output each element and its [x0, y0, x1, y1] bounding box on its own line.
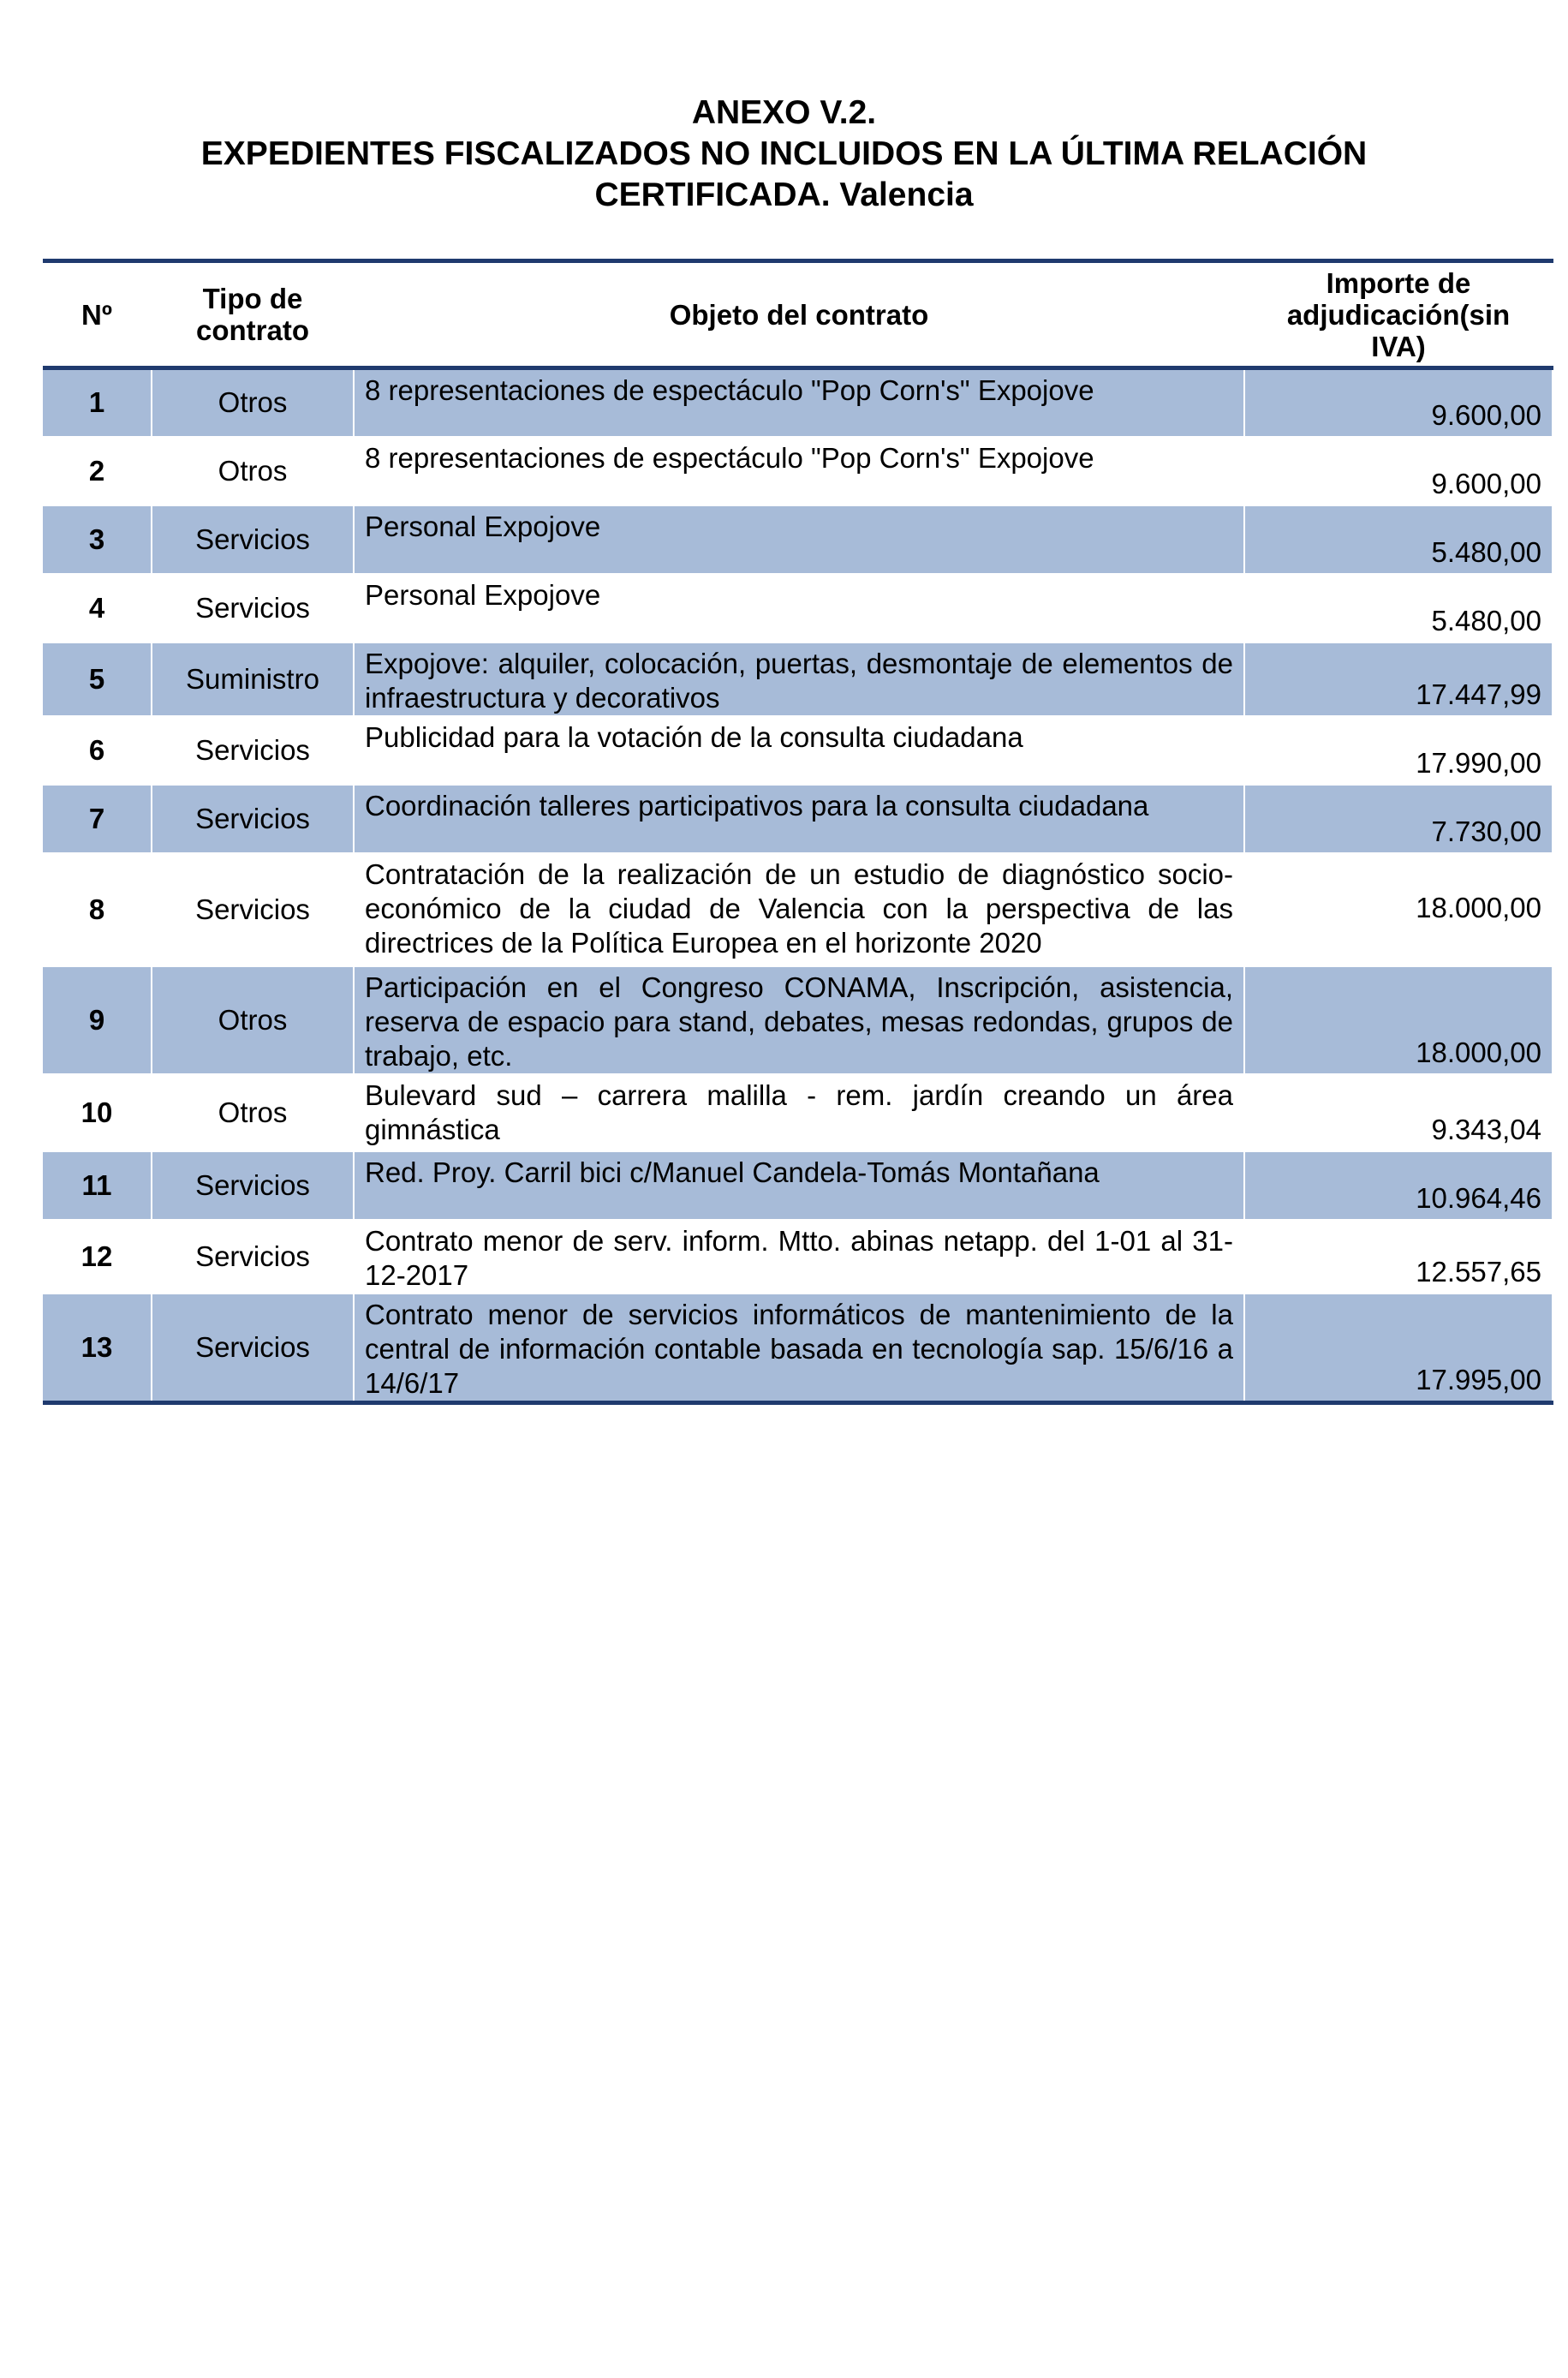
- row-importe: 7.730,00: [1244, 785, 1553, 853]
- row-tipo: Servicios: [152, 505, 354, 574]
- row-tipo: Servicios: [152, 1294, 354, 1403]
- row-objeto: Personal Expojove: [354, 505, 1244, 574]
- row-tipo: Otros: [152, 966, 354, 1074]
- row-tipo: Servicios: [152, 574, 354, 642]
- row-num: 9: [43, 966, 152, 1074]
- row-importe: 9.600,00: [1244, 437, 1553, 505]
- table-row: [43, 853, 1553, 966]
- header-row: [43, 261, 1553, 368]
- row-num: 1: [43, 368, 152, 437]
- row-objeto: Expojove: alquiler, colocación, puertas, desmontaje de elementos de infraestructura y decorativos: [354, 642, 1244, 716]
- title-line-2: EXPEDIENTES FISCALIZADOS NO INCLUIDOS EN LA ÚLTIMA RELACIÓN: [200, 135, 1368, 172]
- title-line-3: CERTIFICADA. Valencia: [594, 176, 974, 213]
- table-row: [43, 1074, 1553, 1151]
- row-num: 6: [43, 716, 152, 785]
- header-num: Nº: [43, 261, 152, 368]
- header-objeto: Objeto del contrato: [354, 261, 1244, 368]
- table-row: [43, 437, 1553, 505]
- table-row: [43, 966, 1553, 1074]
- header-tipo-line-1: Tipo de: [202, 283, 303, 314]
- table-row: [43, 1294, 1553, 1403]
- row-objeto: Contrato menor de servicios informáticos de mantenimiento de la central de información contable basada en tecnología sap. 15/6/16 a 14/6/17: [354, 1294, 1244, 1403]
- table-row: [43, 368, 1553, 437]
- header-tipo: [152, 261, 354, 368]
- table-body: [43, 368, 1553, 1403]
- row-importe: 9.600,00: [1244, 368, 1553, 437]
- row-importe: 9.343,04: [1244, 1074, 1553, 1151]
- header-importe: [1244, 261, 1553, 368]
- row-tipo: Servicios: [152, 716, 354, 785]
- row-objeto: Red. Proy. Carril bici c/Manuel Candela-Tomás Montañana: [354, 1151, 1244, 1220]
- header-importe-line-2: adjudicación(sin: [1286, 298, 1511, 331]
- row-tipo: Servicios: [152, 853, 354, 966]
- row-num: 10: [43, 1074, 152, 1151]
- row-importe: 10.964,46: [1244, 1151, 1553, 1220]
- header-importe-line-1: Importe de: [1326, 266, 1471, 299]
- table-row: [43, 642, 1553, 716]
- row-importe: 5.480,00: [1244, 574, 1553, 642]
- row-objeto: 8 representaciones de espectáculo "Pop Corn's" Expojove: [354, 368, 1244, 437]
- row-tipo: Servicios: [152, 1220, 354, 1294]
- row-num: 12: [43, 1220, 152, 1294]
- row-tipo: Otros: [152, 368, 354, 437]
- row-objeto: Personal Expojove: [354, 574, 1244, 642]
- row-num: 13: [43, 1294, 152, 1403]
- row-objeto: Publicidad para la votación de la consulta ciudadana: [354, 716, 1244, 785]
- table-row: [43, 574, 1553, 642]
- table-row: [43, 505, 1553, 574]
- row-tipo: Servicios: [152, 1151, 354, 1220]
- row-objeto: Participación en el Congreso CONAMA, Inscripción, asistencia, reserva de espacio para stand, debates, mesas redondas, grupos de trabajo, etc.: [354, 966, 1244, 1074]
- header-tipo-line-2: contrato: [196, 314, 309, 346]
- row-num: 3: [43, 505, 152, 574]
- row-importe: 18.000,00: [1244, 966, 1553, 1074]
- row-importe: 17.447,99: [1244, 642, 1553, 716]
- expedientes-table: [43, 259, 1553, 1405]
- row-num: 4: [43, 574, 152, 642]
- row-importe: 12.557,65: [1244, 1220, 1553, 1294]
- row-tipo: Suministro: [152, 642, 354, 716]
- table-row: [43, 785, 1553, 853]
- row-num: 5: [43, 642, 152, 716]
- row-num: 8: [43, 853, 152, 966]
- row-num: 11: [43, 1151, 152, 1220]
- row-tipo: Otros: [152, 1074, 354, 1151]
- row-num: 2: [43, 437, 152, 505]
- header-importe-line-3: IVA): [1371, 330, 1426, 362]
- row-importe: 17.995,00: [1244, 1294, 1553, 1403]
- table-row: [43, 716, 1553, 785]
- row-tipo: Otros: [152, 437, 354, 505]
- row-objeto: Contrato menor de serv. inform. Mtto. abinas netapp. del 1-01 al 31-12-2017: [354, 1220, 1244, 1294]
- table-row: [43, 1151, 1553, 1220]
- row-objeto: 8 representaciones de espectáculo "Pop Corn's" Expojove: [354, 437, 1244, 505]
- table-header: [43, 261, 1553, 368]
- row-objeto: Bulevard sud – carrera malilla - rem. jardín creando un área gimnástica: [354, 1074, 1244, 1151]
- row-num: 7: [43, 785, 152, 853]
- table-row: [43, 1220, 1553, 1294]
- row-objeto: Coordinación talleres participativos para la consulta ciudadana: [354, 785, 1244, 853]
- row-importe: 18.000,00: [1244, 853, 1553, 966]
- document-title: [0, 93, 1568, 216]
- row-importe: 5.480,00: [1244, 505, 1553, 574]
- row-importe: 17.990,00: [1244, 716, 1553, 785]
- row-tipo: Servicios: [152, 785, 354, 853]
- title-line-1: ANEXO V.2.: [691, 94, 877, 131]
- row-objeto: Contratación de la realización de un estudio de diagnóstico socio-económico de la ciudad de Valencia con la perspectiva de las directrices de la Política Europea en el horizonte 2020: [354, 853, 1244, 966]
